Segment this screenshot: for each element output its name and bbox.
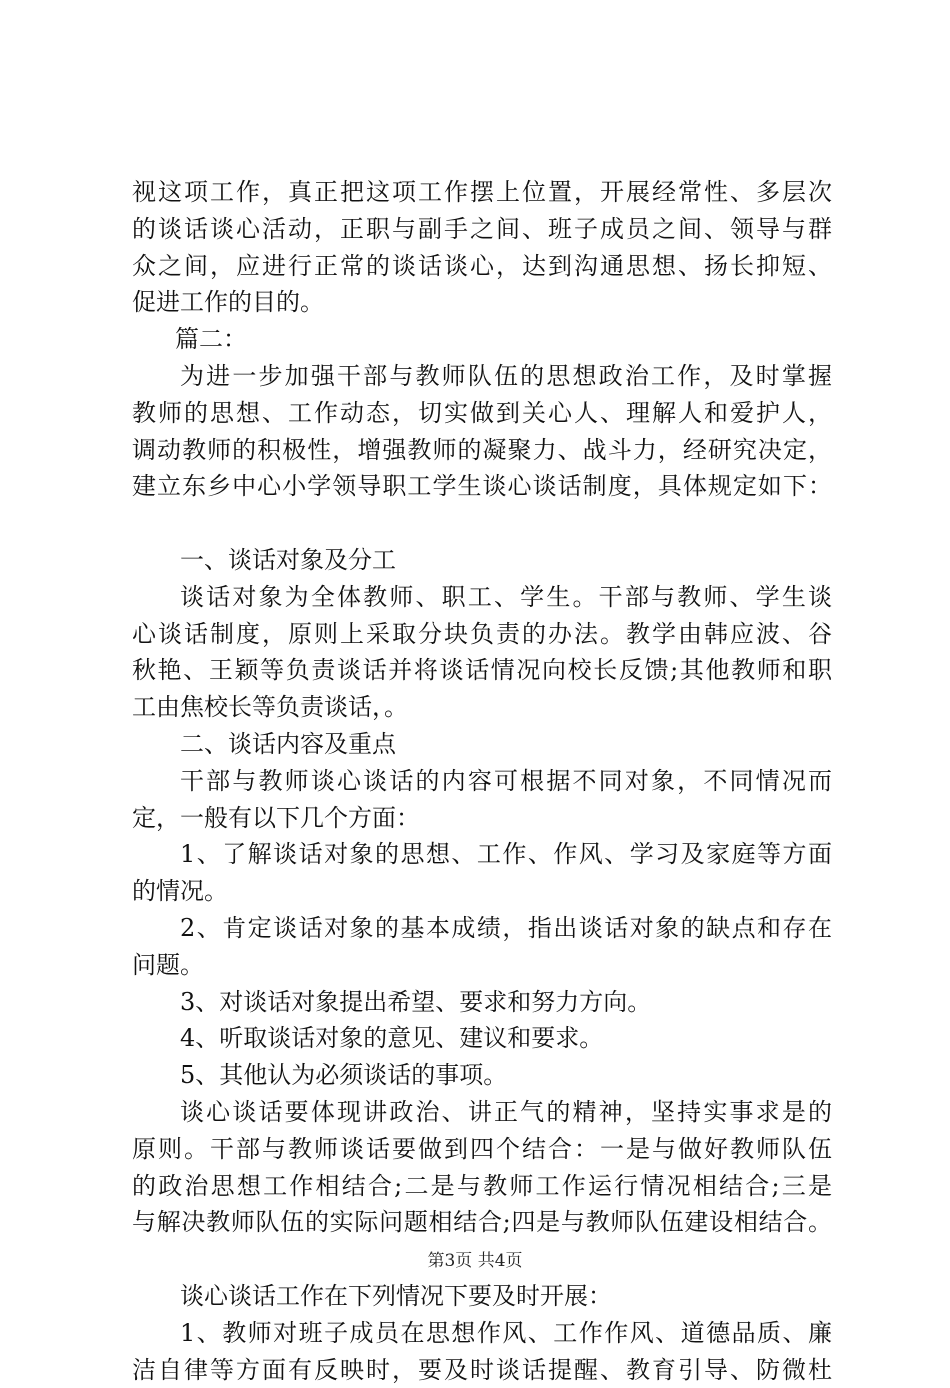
text-line: 众之间，应进行正常的谈话谈心，达到沟通思想、扬长抑短、 xyxy=(132,248,832,285)
text-line: 谈心谈话工作在下列情况下要及时开展： xyxy=(132,1278,832,1315)
text-line: 心谈话制度，原则上采取分块负责的办法。教学由韩应波、谷 xyxy=(132,616,832,653)
text-line: 的政治思想工作相结合;二是与教师工作运行情况相结合;三是 xyxy=(132,1168,832,1205)
text-line: 的情况。 xyxy=(132,873,832,910)
document-body xyxy=(132,174,832,1388)
text-line: 为进一步加强干部与教师队伍的思想政治工作，及时掌握 xyxy=(132,358,832,395)
text-line: 谈话对象为全体教师、职工、学生。干部与教师、学生谈 xyxy=(132,579,832,616)
section-heading: 二、谈话内容及重点 xyxy=(132,726,832,763)
list-item: 3、对谈话对象提出希望、要求和努力方向。 xyxy=(132,984,832,1021)
blank-line xyxy=(132,505,832,542)
text-line: 工由焦校长等负责谈话，。 xyxy=(132,689,832,726)
list-item: 5、其他认为必须谈话的事项。 xyxy=(132,1057,832,1094)
text-line: 教师的思想、工作动态，切实做到关心人、理解人和爱护人， xyxy=(132,395,832,432)
page-number-footer: 第3页 共4页 xyxy=(0,1246,950,1271)
list-item: 1、了解谈话对象的思想、工作、作风、学习及家庭等方面 xyxy=(132,836,832,873)
text-line: 的谈话谈心活动，正职与副手之间、班子成员之间、领导与群 xyxy=(132,211,832,248)
text-line: 谈心谈话要体现讲政治、讲正气的精神，坚持实事求是的 xyxy=(132,1094,832,1131)
text-line: 促进工作的目的。 xyxy=(132,284,832,321)
text-line: 视这项工作，真正把这项工作摆上位置，开展经常性、多层次 xyxy=(132,174,832,211)
section-heading: 篇二： xyxy=(132,321,832,358)
section-heading: 一、谈话对象及分工 xyxy=(132,542,832,579)
text-line: 调动教师的积极性，增强教师的凝聚力、战斗力，经研究决定， xyxy=(132,432,832,469)
list-item: 1、教师对班子成员在思想作风、工作作风、道德品质、廉 xyxy=(132,1315,832,1352)
text-line: 与解决教师队伍的实际问题相结合;四是与教师队伍建设相结合。 xyxy=(132,1204,832,1241)
text-line: 秋艳、王颖等负责谈话并将谈话情况向校长反馈;其他教师和职 xyxy=(132,652,832,689)
list-item: 4、听取谈话对象的意见、建议和要求。 xyxy=(132,1020,832,1057)
text-line: 洁自律等方面有反映时，要及时谈话提醒、教育引导、防微杜 xyxy=(132,1352,832,1388)
text-line: 建立东乡中心小学领导职工学生谈心谈话制度，具体规定如下： xyxy=(132,468,832,505)
list-item: 2、肯定谈话对象的基本成绩，指出谈话对象的缺点和存在 xyxy=(132,910,832,947)
text-line: 干部与教师谈心谈话的内容可根据不同对象，不同情况而 xyxy=(132,763,832,800)
text-line: 问题。 xyxy=(132,947,832,984)
text-line: 定，一般有以下几个方面： xyxy=(132,800,832,837)
text-line: 原则。干部与教师谈话要做到四个结合：一是与做好教师队伍 xyxy=(132,1131,832,1168)
